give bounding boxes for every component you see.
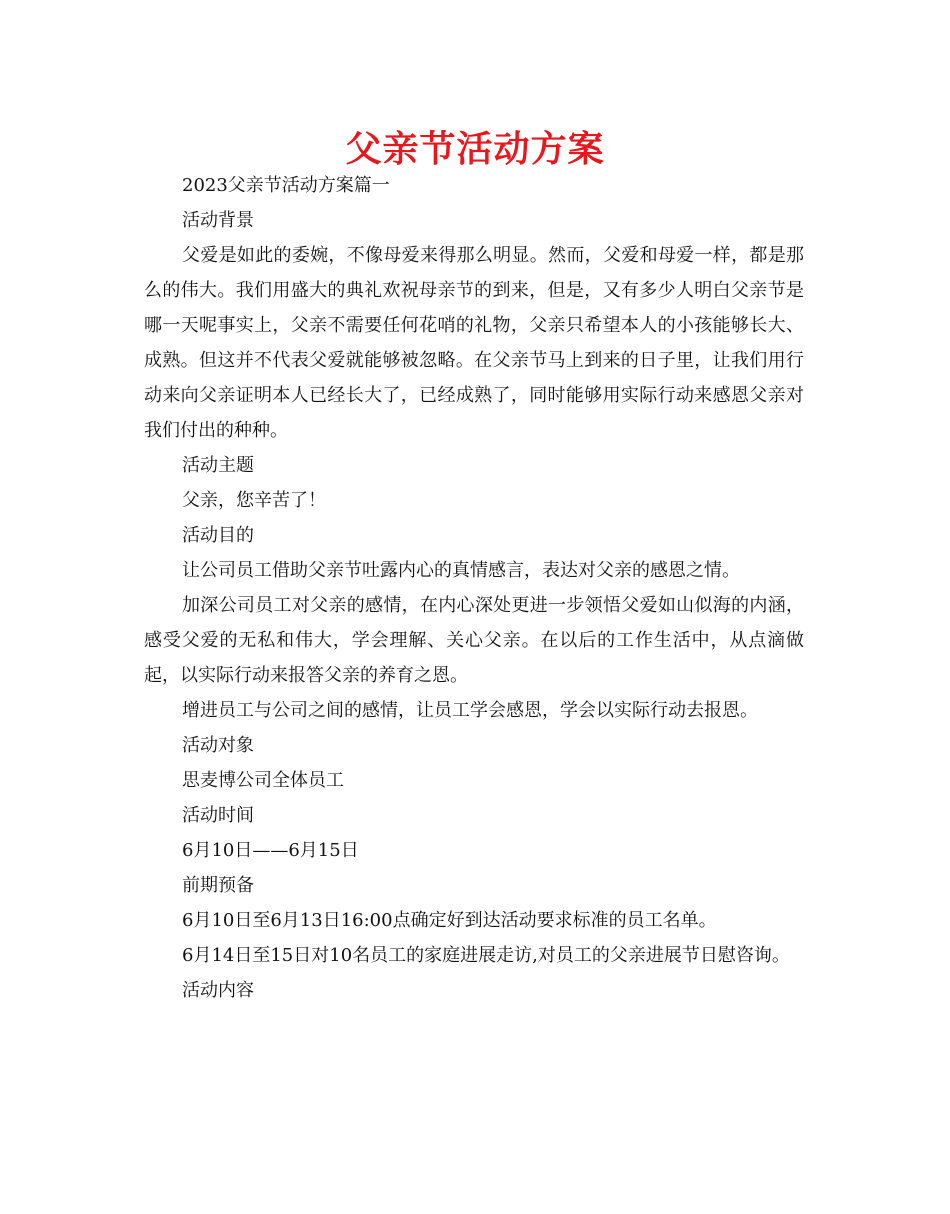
paragraph-preparation-2: 6月14日至15日对10名员工的家庭进展走访,对员工的父亲进展节日慰咨询。 — [182, 945, 790, 966]
document-body — [144, 168, 804, 1008]
document-title: 父亲节活动方案 — [345, 129, 605, 170]
section-heading-audience: 活动对象 — [182, 735, 254, 756]
section-heading-purpose: 活动目的 — [182, 525, 254, 546]
paragraph-background: 父爱是如此的委婉，不像母爱来得那么明显。然而，父爱和母爱一样，都是那么的伟大。我们用盛大的典礼欢祝母亲节的到来，但是，又有多少人明白父亲节是哪一天呢事实上，父亲不需要任何花哨的礼物，父亲只希望本人的小孩能够长大、成熟。但这并不代表父爱就能够被忽略。在父亲节马上到来的日子里，让我们用行动来向父亲证明本人已经长大了，已经成熟了，同时能够用实际行动来感恩父亲对我们付出的种种。 — [144, 245, 804, 441]
section-heading-time: 活动时间 — [182, 805, 254, 826]
paragraph-theme: 父亲，您辛苦了！ — [182, 490, 326, 511]
section-heading-preparation: 前期预备 — [182, 875, 254, 896]
section-heading-background: 活动背景 — [182, 210, 254, 231]
paragraph-preparation-1: 6月10日至6月13日16:00点确定好到达活动要求标准的员工名单。 — [182, 910, 717, 931]
paragraph-purpose-1: 让公司员工借助父亲节吐露内心的真情感言，表达对父亲的感恩之情。 — [182, 560, 740, 581]
section-subtitle: 2023父亲节活动方案篇一 — [182, 175, 390, 196]
paragraph-time: 6月10日——6月15日 — [182, 840, 359, 861]
paragraph-purpose-3: 增进员工与公司之间的感情，让员工学会感恩，学会以实际行动去报恩。 — [182, 700, 758, 721]
section-heading-theme: 活动主题 — [182, 455, 254, 476]
paragraph-audience: 思麦博公司全体员工 — [182, 770, 344, 791]
paragraph-purpose-2: 加深公司员工对父亲的感情，在内心深处更进一步领悟父爱如山似海的内涵，感受父爱的无私和伟大，学会理解、关心父亲。在以后的工作生活中，从点滴做起，以实际行动来报答父亲的养育之恩。 — [144, 595, 804, 686]
section-heading-content: 活动内容 — [182, 980, 254, 1001]
